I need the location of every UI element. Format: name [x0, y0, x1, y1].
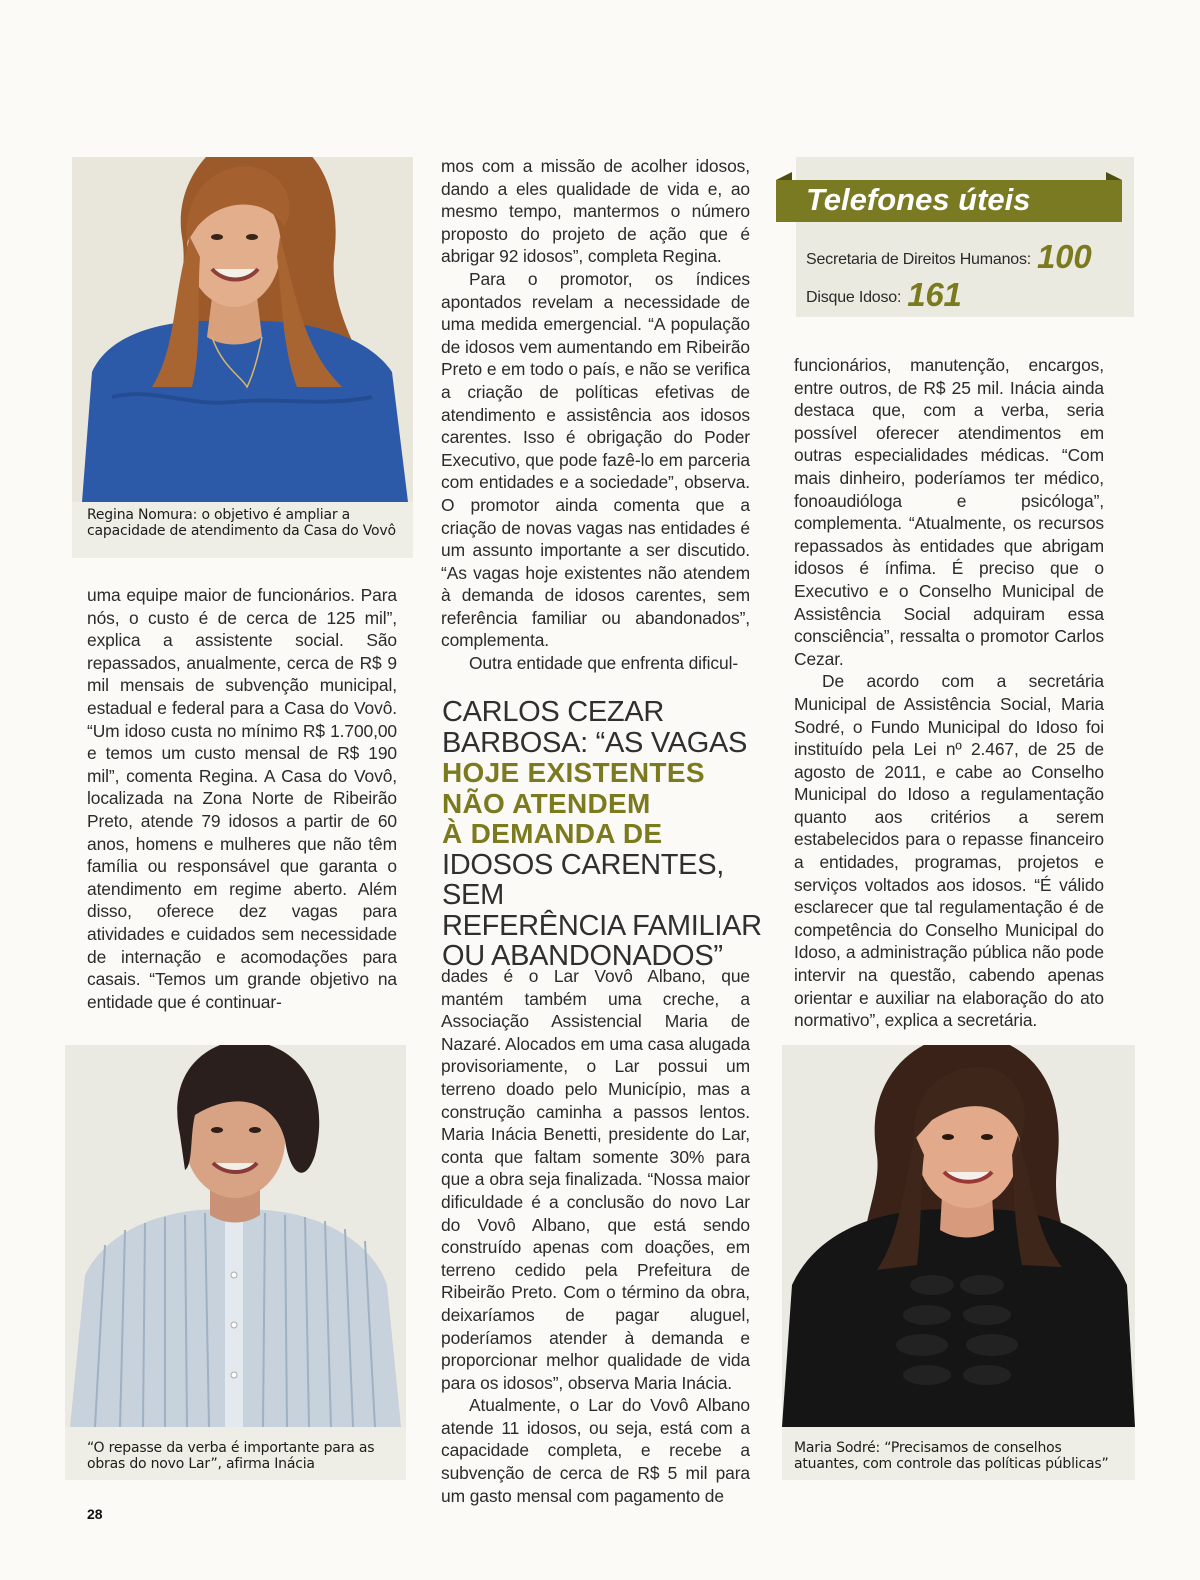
caption-line: Maria Sodré: “Precisamos de conselhos	[794, 1440, 1062, 1456]
caption-line: capacidade de atendimento da Casa do Vovô	[87, 523, 396, 539]
left-column-text	[87, 584, 397, 1013]
photo-regina-caption	[87, 507, 396, 539]
photo-inacia-frame	[65, 1045, 406, 1480]
pull-quote-highlight: À DEMANDA DE	[442, 818, 663, 849]
paragraph: funcionários, manutenção, encargos, entre outros, de R$ 25 mil. Inácia ainda destaca que, com a verba, seria possível oferecer atendimentos em outras especialidades médicas. “Com mais dinheiro, poderíamos ter médico, fonoaudióloga e psicóloga”, complementa. “Atualmente, os recursos repassados às entidades que abrigam idosos é ínfima. É preciso que o Executivo e o Conselho Municipal de Assistência Social adquiram essa consciência”, ressalta o promotor Carlos Cezar.	[794, 355, 1104, 669]
photo-regina-frame	[72, 157, 413, 558]
pull-quote-line: CARLOS CEZAR	[442, 696, 664, 728]
caption-line: Regina Nomura: o objetivo é ampliar a	[87, 507, 351, 523]
caption-line: “O repasse da verba é importante para as	[87, 1440, 375, 1456]
page-number: 28	[87, 1506, 103, 1522]
paragraph: Atualmente, o Lar do Vovô Albano atende 11 idosos, ou seja, está com a capacidade completa, e recebe a subvenção de cerca de R$ 5 mil para um gasto mensal com pagamento de	[441, 1395, 750, 1506]
photo-sodre-caption	[794, 1440, 1109, 1472]
paragraph: Outra entidade que enfrenta dificul-	[469, 653, 739, 674]
pull-quote-line: IDOSOS CARENTES, SEM	[442, 848, 725, 911]
banner-fold-left	[776, 172, 792, 180]
paragraph: Para o promotor, os índices apontados revelam a necessidade de uma medida emergencial. “A população de idosos vem aumentando em Ribeirão Preto e em todo o país, e não se verifica a criação de políticas efetivas de atendimento e assistência aos idosos carentes. Isso é obrigação do Poder Executivo, que pode fazê-lo em parceria com entidades e a sociedade”, observa. O promotor ainda comenta que a criação de novas vagas nas entidades é um assunto importante a ser discutido. “As vagas hoje existentes não atendem à demanda de idosos carentes, sem referência familiar ou abandonados”, complementa.	[441, 268, 750, 651]
pull-quote	[442, 697, 762, 972]
phone-item-disque-idoso	[806, 276, 962, 314]
photo-sodre	[782, 1045, 1135, 1427]
caption-line: atuantes, com controle das políticas públicas”	[794, 1456, 1109, 1472]
paragraph: uma equipe maior de funcionários. Para nós, o custo é de cerca de 125 mil”, explica a assistente social. São repassados, anualmente, cerca de R$ 9 mil mensais de subvenção municipal, estadual e federal para a Casa do Vovô. “Um idoso custa no mínimo R$ 1.700,00 e temos um custo mensal de R$ 190 mil”, comenta Regina. A Casa do Vovô, localizada na Zona Norte de Ribeirão Preto, atende 79 idosos a partir de 60 anos, homens e mulheres que não têm família ou responsável que garanta o atendimento em regime aberto. Além disso, oferece dez vagas para atividades e cuidados sem necessidade de internação e acomodações para casais. “Temos um grande objetivo na entidade que é continuar-	[87, 585, 397, 1012]
photo-inacia	[65, 1045, 406, 1427]
photo-regina	[72, 157, 413, 502]
photo-sodre-frame	[782, 1045, 1135, 1480]
middle-column-top-text	[441, 155, 750, 675]
caption-line: obras do novo Lar”, afirma Inácia	[87, 1456, 315, 1472]
pull-quote-line: OU ABANDONADOS”	[442, 940, 723, 972]
pull-quote-line: REFERÊNCIA FAMILIAR	[442, 909, 762, 942]
phone-label: Disque Idoso:	[806, 289, 902, 306]
right-column-text	[794, 354, 1104, 1032]
paragraph: dades é o Lar Vovô Albano, que mantém também uma creche, a Associação Assistencial Maria de Nazaré. Alocados em uma casa alugada provisoriamente, o Lar possui um terreno doado pelo Município, mas a construção caminha a passos lentos. Maria Inácia Benetti, presidente do Lar, conta que faltam somente 30% para que a obra seja finalizada. “Nossa maior dificuldade é a conclusão do novo Lar do Vovô Albano, que está sendo construído apenas com doações, em terreno cedido pela Prefeitura de Ribeirão Preto. Com o término da obra, deixaríamos de pagar aluguel, poderíamos atender à demanda e proporcionar melhor qualidade de vida para os idosos”, observa Maria Inácia.	[441, 966, 750, 1393]
phones-title: Telefones úteis	[806, 182, 1031, 217]
phone-number: 161	[907, 276, 962, 313]
paragraph: De acordo com a secretária Municipal de Assistência Social, Maria Sodré, o Fundo Municipal do Idoso foi instituído pela Lei nº 2.467, de 25 de agosto de 2011, e cabe ao Conselho Municipal do Idoso a regulamentação quanto aos critérios a serem estabelecidos para o repasse financeiro a entidades, programas, projetos e serviços voltados aos idosos. “É válido esclarecer que tal regulamentação é de competência do Conselho Municipal do Idoso, a administração pública não pode intervir na questão, cabendo apenas orientar e auxiliar na elaboração do ato normativo”, explica a secretária.	[794, 671, 1104, 1031]
pull-quote-highlight: NÃO ATENDEM	[442, 787, 651, 819]
photo-inacia-caption	[87, 1440, 374, 1472]
pull-quote-highlight: HOJE EXISTENTES	[442, 757, 705, 788]
banner-fold-right	[1106, 172, 1122, 180]
middle-column-bottom-text	[441, 965, 750, 1507]
phone-number: 100	[1037, 238, 1092, 275]
pull-quote-line: BARBOSA: “AS VAGAS	[442, 726, 748, 759]
phone-label: Secretaria de Direitos Humanos:	[806, 251, 1032, 268]
phone-item-human-rights	[806, 238, 1091, 276]
paragraph: mos com a missão de acolher idosos, dando a eles qualidade de vida e, ao mesmo tempo, mantermos o número proposto do projeto de ação que é abrigar 92 idosos”, completa Regina.	[441, 156, 750, 267]
